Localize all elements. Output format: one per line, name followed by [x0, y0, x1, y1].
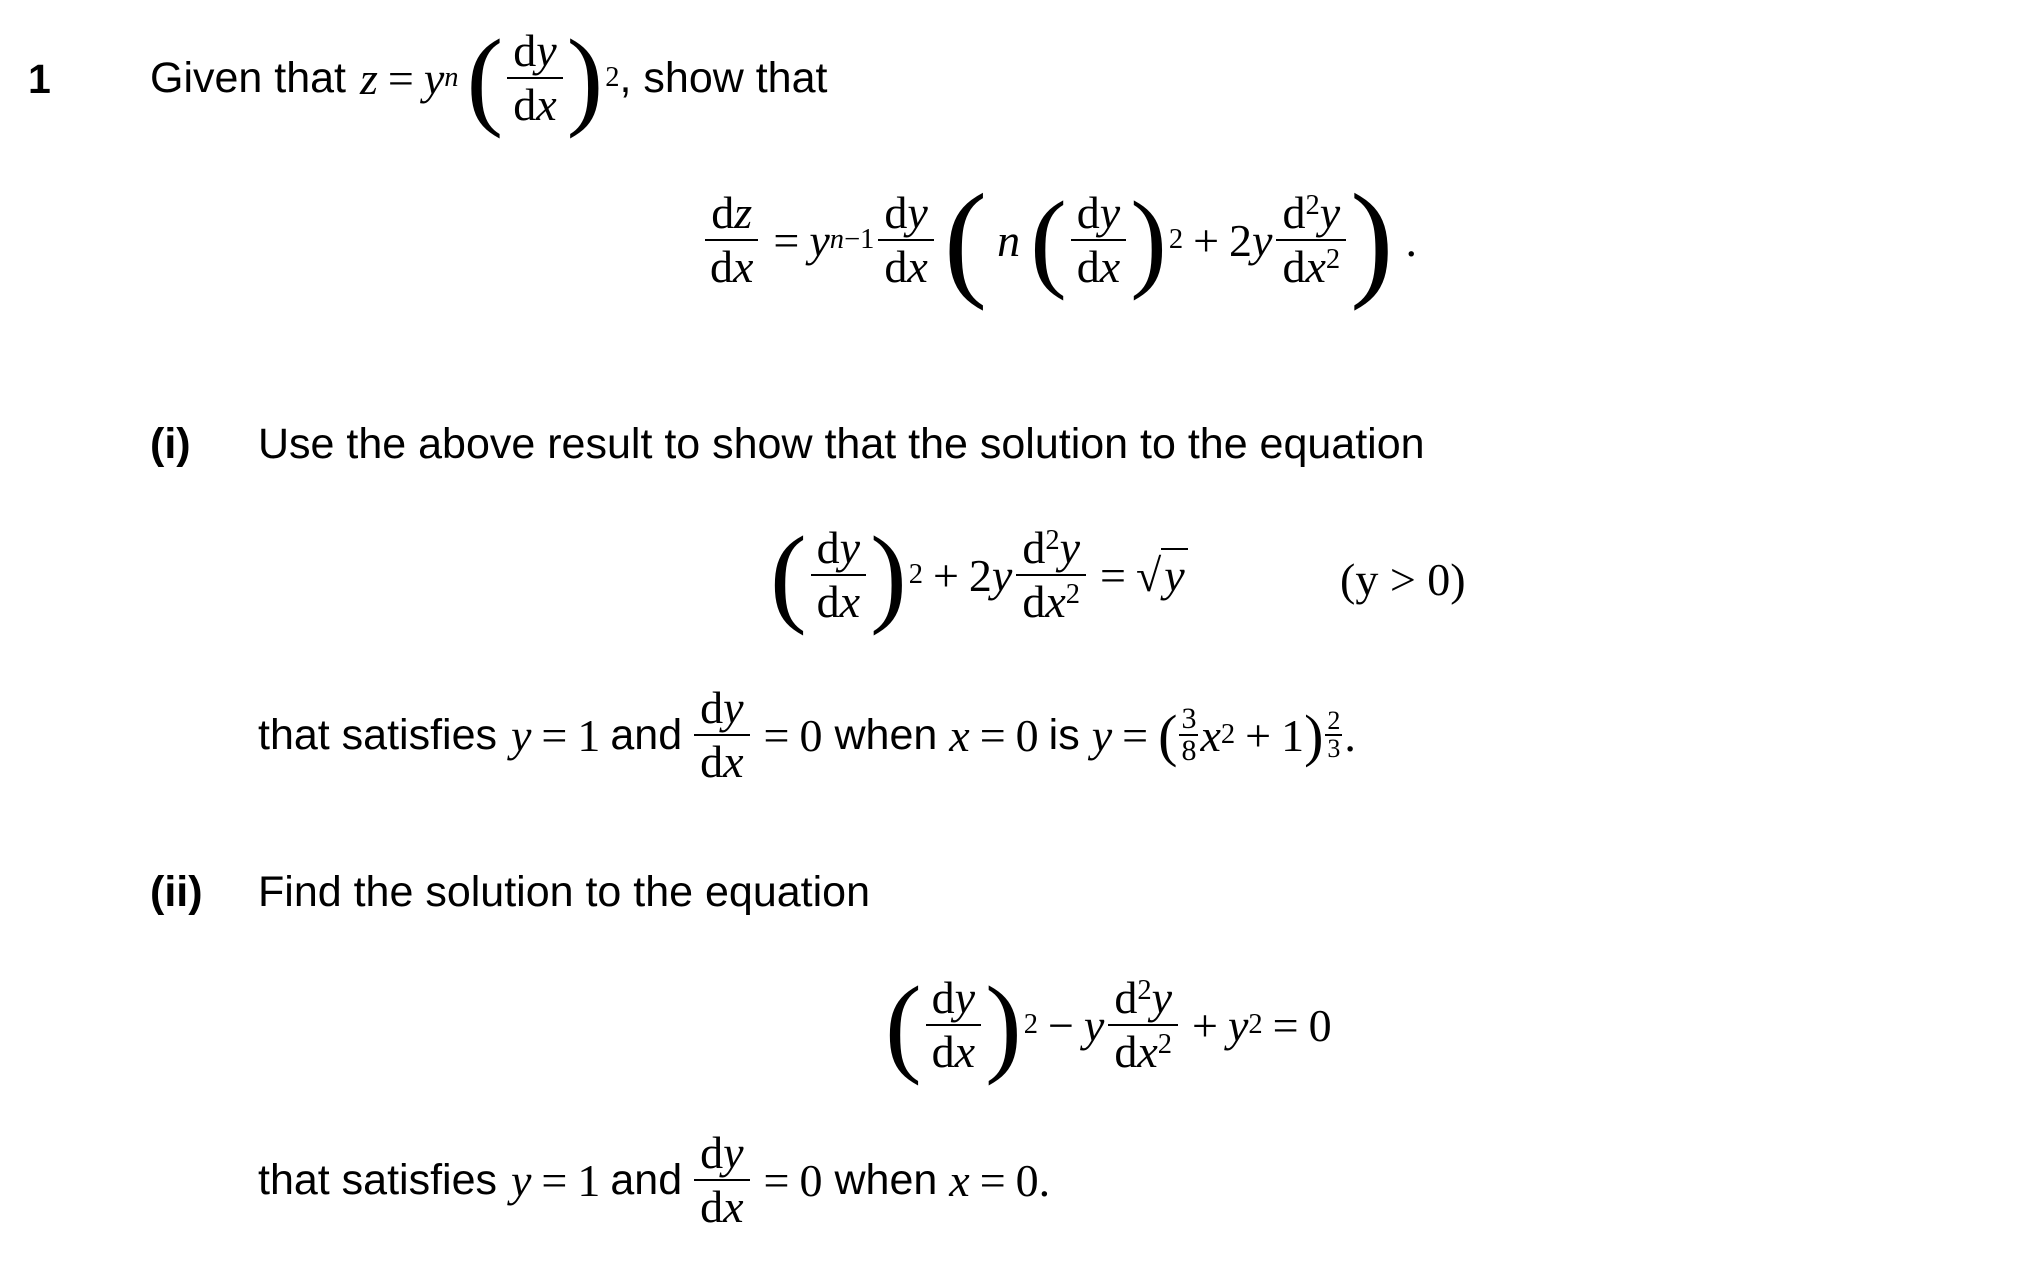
part-ii-text: Find the solution to the equation	[258, 868, 870, 916]
intro-equation: z = y n ( $\frac{dy}{dx}$ ) 2	[360, 16, 620, 139]
part-i-label: (i)	[150, 420, 191, 468]
question-number: 1	[28, 56, 51, 102]
part-i-equation: ( $\frac{dy}{dx}$ ) 2 + 2 y $\frac{d^2y}{dx^2}$ = √y	[770, 510, 1188, 640]
part-i-condition: (y > 0)	[1340, 554, 1466, 605]
part-i-text: Use the above result to show that the solution to the equation	[258, 420, 1425, 468]
part-ii-satisfies: that satisfies	[258, 1155, 497, 1204]
intro-text: Given that	[150, 53, 346, 102]
part-i-satisfies: that satisfies	[258, 710, 497, 759]
part-i-and: and	[610, 710, 683, 759]
result-equation: $\frac{dz}{dx}$ = y n−1 $\frac{dy}{dx}$ ( n ( $\frac{dy}{dx}$ ) 2 + 2 y $\frac{d^2y}{dx^2}$ ) .	[700, 170, 1417, 310]
intro-text-after: , show that	[619, 53, 828, 102]
part-ii-label: (ii)	[150, 868, 203, 916]
part-ii-when: when	[834, 1155, 938, 1204]
part-i-when: when	[834, 710, 938, 759]
part-i-is: is	[1048, 710, 1080, 759]
part-ii-conditions-line: that satisfies y = 1 and $\frac{dy}{dx}$ = 0 when x = 0.	[258, 1126, 1051, 1232]
question-intro	[150, 18, 827, 138]
part-ii-and: and	[610, 1155, 683, 1204]
part-i-conditions-line: that satisfies y = 1 and $\frac{dy}{dx}$ = 0 when x = 0 is y = ( $\frac{3}{8}$ x 2 + 1 ) $\frac{2}{3}$ .	[258, 681, 1356, 787]
part-ii-equation: ( $\frac{dy}{dx}$ ) 2 − y $\frac{d^2y}{dx^2}$ + y 2 = 0	[885, 963, 1332, 1086]
